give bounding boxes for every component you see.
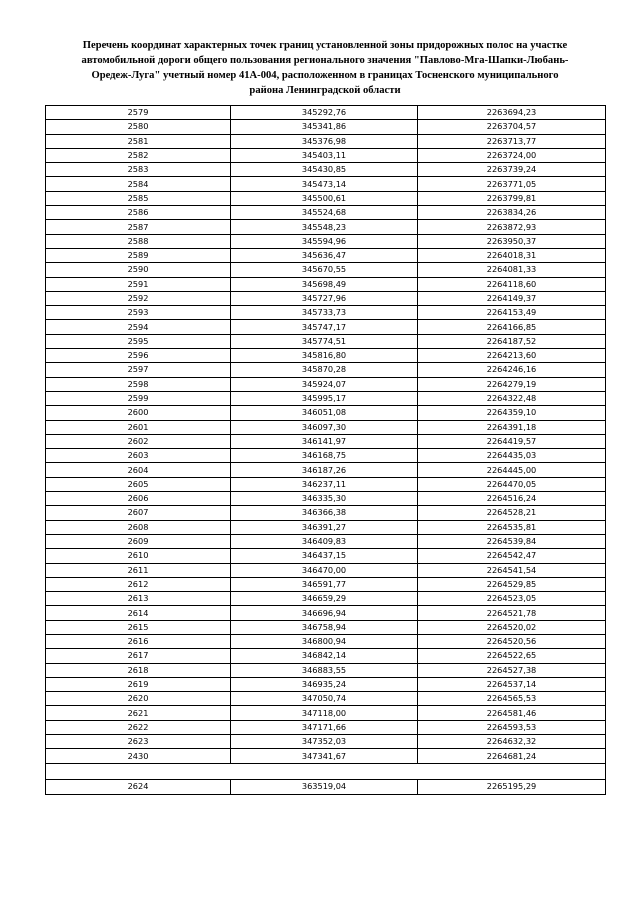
table-row xyxy=(46,291,606,305)
y-coordinate-cell: 2263872,93 xyxy=(418,220,606,234)
table-row xyxy=(46,606,606,620)
point-number-cell: 2622 xyxy=(46,720,231,734)
x-coordinate-cell: 345636,47 xyxy=(231,248,418,262)
x-coordinate-cell: 346842,14 xyxy=(231,649,418,663)
x-coordinate-cell: 345774,51 xyxy=(231,334,418,348)
table-row xyxy=(46,677,606,691)
x-coordinate-cell: 346659,29 xyxy=(231,592,418,606)
point-number-cell: 2601 xyxy=(46,420,231,434)
table-row xyxy=(46,549,606,563)
y-coordinate-cell: 2263771,05 xyxy=(418,177,606,191)
table-row xyxy=(46,434,606,448)
table-row xyxy=(46,506,606,520)
table-row xyxy=(46,349,606,363)
x-coordinate-cell: 346187,26 xyxy=(231,463,418,477)
point-number-cell: 2586 xyxy=(46,206,231,220)
table-row xyxy=(46,220,606,234)
point-number-cell: 2589 xyxy=(46,248,231,262)
y-coordinate-cell: 2263834,26 xyxy=(418,206,606,220)
table-row xyxy=(46,620,606,634)
x-coordinate-cell: 346800,94 xyxy=(231,634,418,648)
y-coordinate-cell: 2264632,32 xyxy=(418,735,606,749)
point-number-cell: 2580 xyxy=(46,120,231,134)
point-number-cell: 2613 xyxy=(46,592,231,606)
point-number-cell: 2620 xyxy=(46,692,231,706)
table-row xyxy=(46,735,606,749)
point-number-cell: 2598 xyxy=(46,377,231,391)
point-number-cell: 2597 xyxy=(46,363,231,377)
x-coordinate-cell: 345594,96 xyxy=(231,234,418,248)
point-number-cell: 2599 xyxy=(46,391,231,405)
point-number-cell: 2612 xyxy=(46,577,231,591)
x-coordinate-cell: 347352,03 xyxy=(231,735,418,749)
table-row xyxy=(46,449,606,463)
table-row xyxy=(46,749,606,763)
point-number-cell: 2605 xyxy=(46,477,231,491)
x-coordinate-cell: 346051,08 xyxy=(231,406,418,420)
x-coordinate-cell: 347171,66 xyxy=(231,720,418,734)
x-coordinate-cell: 346391,27 xyxy=(231,520,418,534)
y-coordinate-cell: 2264149,37 xyxy=(418,291,606,305)
y-coordinate-cell: 2263799,81 xyxy=(418,191,606,205)
y-coordinate-cell: 2264391,18 xyxy=(418,420,606,434)
y-coordinate-cell: 2263950,37 xyxy=(418,234,606,248)
y-coordinate-cell: 2263724,00 xyxy=(418,148,606,162)
y-coordinate-cell: 2263713,77 xyxy=(418,134,606,148)
point-number-cell: 2617 xyxy=(46,649,231,663)
table-row xyxy=(46,363,606,377)
y-coordinate-cell: 2264522,65 xyxy=(418,649,606,663)
point-number-cell: 2606 xyxy=(46,492,231,506)
table-row xyxy=(46,477,606,491)
point-number-cell: 2624 xyxy=(46,779,231,794)
table-row xyxy=(46,463,606,477)
x-coordinate-cell: 345733,73 xyxy=(231,306,418,320)
x-coordinate-cell: 363519,04 xyxy=(231,779,418,794)
y-coordinate-cell: 2264118,60 xyxy=(418,277,606,291)
x-coordinate-cell: 346409,83 xyxy=(231,534,418,548)
point-number-cell: 2592 xyxy=(46,291,231,305)
x-coordinate-cell: 346097,30 xyxy=(231,420,418,434)
x-coordinate-cell: 346591,77 xyxy=(231,577,418,591)
y-coordinate-cell: 2264359,10 xyxy=(418,406,606,420)
x-coordinate-cell: 345430,85 xyxy=(231,163,418,177)
table-row xyxy=(46,163,606,177)
x-coordinate-cell: 345473,14 xyxy=(231,177,418,191)
point-number-cell: 2430 xyxy=(46,749,231,763)
point-number-cell: 2585 xyxy=(46,191,231,205)
x-coordinate-cell: 345500,61 xyxy=(231,191,418,205)
title-line: района Ленинградской области xyxy=(249,85,401,96)
y-coordinate-cell: 2264523,05 xyxy=(418,592,606,606)
table-row xyxy=(46,592,606,606)
table-row xyxy=(46,177,606,191)
y-coordinate-cell: 2264213,60 xyxy=(418,349,606,363)
table-row xyxy=(46,191,606,205)
x-coordinate-cell: 345747,17 xyxy=(231,320,418,334)
y-coordinate-cell: 2263739,24 xyxy=(418,163,606,177)
title-line: Перечень координат характерных точек границ установленной зоны придорожных полос на участке xyxy=(82,40,568,51)
y-coordinate-cell: 2264542,47 xyxy=(418,549,606,563)
point-number-cell: 2591 xyxy=(46,277,231,291)
point-number-cell: 2583 xyxy=(46,163,231,177)
table-row xyxy=(46,563,606,577)
y-coordinate-cell: 2264322,48 xyxy=(418,391,606,405)
point-number-cell: 2611 xyxy=(46,563,231,577)
y-coordinate-cell: 2264166,85 xyxy=(418,320,606,334)
y-coordinate-cell: 2264565,53 xyxy=(418,692,606,706)
point-number-cell: 2594 xyxy=(46,320,231,334)
table-row xyxy=(46,106,606,120)
point-number-cell: 2596 xyxy=(46,349,231,363)
table-row xyxy=(46,706,606,720)
point-number-cell: 2623 xyxy=(46,735,231,749)
table-row xyxy=(46,320,606,334)
point-number-cell: 2618 xyxy=(46,663,231,677)
point-number-cell: 2609 xyxy=(46,534,231,548)
point-number-cell: 2588 xyxy=(46,234,231,248)
x-coordinate-cell: 346168,75 xyxy=(231,449,418,463)
x-coordinate-cell: 345727,96 xyxy=(231,291,418,305)
title-line: Оредеж-Луга" учетный номер 41А-004, расположенном в границах Тосненского муниципального xyxy=(91,70,559,81)
table-row xyxy=(46,391,606,405)
y-coordinate-cell: 2264445,00 xyxy=(418,463,606,477)
y-coordinate-cell: 2264520,56 xyxy=(418,634,606,648)
y-coordinate-cell: 2264419,57 xyxy=(418,434,606,448)
x-coordinate-cell: 345548,23 xyxy=(231,220,418,234)
point-number-cell: 2590 xyxy=(46,263,231,277)
coordinates-table xyxy=(45,105,606,795)
y-coordinate-cell: 2264516,24 xyxy=(418,492,606,506)
x-coordinate-cell: 345995,17 xyxy=(231,391,418,405)
table-separator-row xyxy=(46,763,606,779)
table-row xyxy=(46,406,606,420)
point-number-cell: 2604 xyxy=(46,463,231,477)
table-row xyxy=(46,663,606,677)
y-coordinate-cell: 2264081,33 xyxy=(418,263,606,277)
y-coordinate-cell: 2264529,85 xyxy=(418,577,606,591)
x-coordinate-cell: 345403,11 xyxy=(231,148,418,162)
x-coordinate-cell: 345870,28 xyxy=(231,363,418,377)
x-coordinate-cell: 345816,80 xyxy=(231,349,418,363)
point-number-cell: 2610 xyxy=(46,549,231,563)
x-coordinate-cell: 345376,98 xyxy=(231,134,418,148)
y-coordinate-cell: 2264279,19 xyxy=(418,377,606,391)
x-coordinate-cell: 346366,38 xyxy=(231,506,418,520)
table-row xyxy=(46,263,606,277)
x-coordinate-cell: 346141,97 xyxy=(231,434,418,448)
y-coordinate-cell: 2264187,52 xyxy=(418,334,606,348)
table-row xyxy=(46,577,606,591)
table-row xyxy=(46,120,606,134)
y-coordinate-cell: 2264539,84 xyxy=(418,534,606,548)
x-coordinate-cell: 345670,55 xyxy=(231,263,418,277)
point-number-cell: 2614 xyxy=(46,606,231,620)
x-coordinate-cell: 347341,67 xyxy=(231,749,418,763)
y-coordinate-cell: 2264581,46 xyxy=(418,706,606,720)
table-row xyxy=(46,649,606,663)
y-coordinate-cell: 2263694,23 xyxy=(418,106,606,120)
y-coordinate-cell: 2264520,02 xyxy=(418,620,606,634)
point-number-cell: 2615 xyxy=(46,620,231,634)
x-coordinate-cell: 347050,74 xyxy=(231,692,418,706)
y-coordinate-cell: 2264018,31 xyxy=(418,248,606,262)
table-row xyxy=(46,779,606,794)
point-number-cell: 2607 xyxy=(46,506,231,520)
x-coordinate-cell: 345524,68 xyxy=(231,206,418,220)
coordinates-table-body xyxy=(46,106,606,795)
y-coordinate-cell: 2264435,03 xyxy=(418,449,606,463)
empty-cell xyxy=(46,763,606,779)
y-coordinate-cell: 2264535,81 xyxy=(418,520,606,534)
x-coordinate-cell: 347118,00 xyxy=(231,706,418,720)
y-coordinate-cell: 2264593,53 xyxy=(418,720,606,734)
point-number-cell: 2587 xyxy=(46,220,231,234)
x-coordinate-cell: 345292,76 xyxy=(231,106,418,120)
table-row xyxy=(46,306,606,320)
x-coordinate-cell: 346696,94 xyxy=(231,606,418,620)
point-number-cell: 2600 xyxy=(46,406,231,420)
point-number-cell: 2621 xyxy=(46,706,231,720)
table-row xyxy=(46,206,606,220)
point-number-cell: 2608 xyxy=(46,520,231,534)
x-coordinate-cell: 345924,07 xyxy=(231,377,418,391)
table-row xyxy=(46,492,606,506)
point-number-cell: 2602 xyxy=(46,434,231,448)
y-coordinate-cell: 2264537,14 xyxy=(418,677,606,691)
y-coordinate-cell: 2264521,78 xyxy=(418,606,606,620)
title-line: автомобильной дороги общего пользования регионального значения "Павлово-Мга-Шапки-Любань- xyxy=(81,55,569,66)
x-coordinate-cell: 346758,94 xyxy=(231,620,418,634)
point-number-cell: 2619 xyxy=(46,677,231,691)
table-row xyxy=(46,334,606,348)
table-row xyxy=(46,692,606,706)
point-number-cell: 2595 xyxy=(46,334,231,348)
table-row xyxy=(46,534,606,548)
x-coordinate-cell: 346470,00 xyxy=(231,563,418,577)
table-row xyxy=(46,277,606,291)
point-number-cell: 2581 xyxy=(46,134,231,148)
document-title xyxy=(40,38,610,98)
y-coordinate-cell: 2264541,54 xyxy=(418,563,606,577)
point-number-cell: 2584 xyxy=(46,177,231,191)
point-number-cell: 2616 xyxy=(46,634,231,648)
y-coordinate-cell: 2263704,57 xyxy=(418,120,606,134)
y-coordinate-cell: 2264246,16 xyxy=(418,363,606,377)
y-coordinate-cell: 2264153,49 xyxy=(418,306,606,320)
table-row xyxy=(46,148,606,162)
x-coordinate-cell: 345341,86 xyxy=(231,120,418,134)
x-coordinate-cell: 346883,55 xyxy=(231,663,418,677)
table-row xyxy=(46,520,606,534)
y-coordinate-cell: 2264528,21 xyxy=(418,506,606,520)
y-coordinate-cell: 2264527,38 xyxy=(418,663,606,677)
y-coordinate-cell: 2264681,24 xyxy=(418,749,606,763)
point-number-cell: 2593 xyxy=(46,306,231,320)
y-coordinate-cell: 2265195,29 xyxy=(418,779,606,794)
table-row xyxy=(46,420,606,434)
table-row xyxy=(46,634,606,648)
x-coordinate-cell: 346437,15 xyxy=(231,549,418,563)
y-coordinate-cell: 2264470,05 xyxy=(418,477,606,491)
x-coordinate-cell: 345698,49 xyxy=(231,277,418,291)
table-row xyxy=(46,377,606,391)
x-coordinate-cell: 346935,24 xyxy=(231,677,418,691)
point-number-cell: 2579 xyxy=(46,106,231,120)
x-coordinate-cell: 346335,30 xyxy=(231,492,418,506)
coordinates-table-container xyxy=(45,105,605,795)
point-number-cell: 2603 xyxy=(46,449,231,463)
point-number-cell: 2582 xyxy=(46,148,231,162)
table-row xyxy=(46,234,606,248)
table-row xyxy=(46,248,606,262)
x-coordinate-cell: 346237,11 xyxy=(231,477,418,491)
table-row xyxy=(46,134,606,148)
table-row xyxy=(46,720,606,734)
